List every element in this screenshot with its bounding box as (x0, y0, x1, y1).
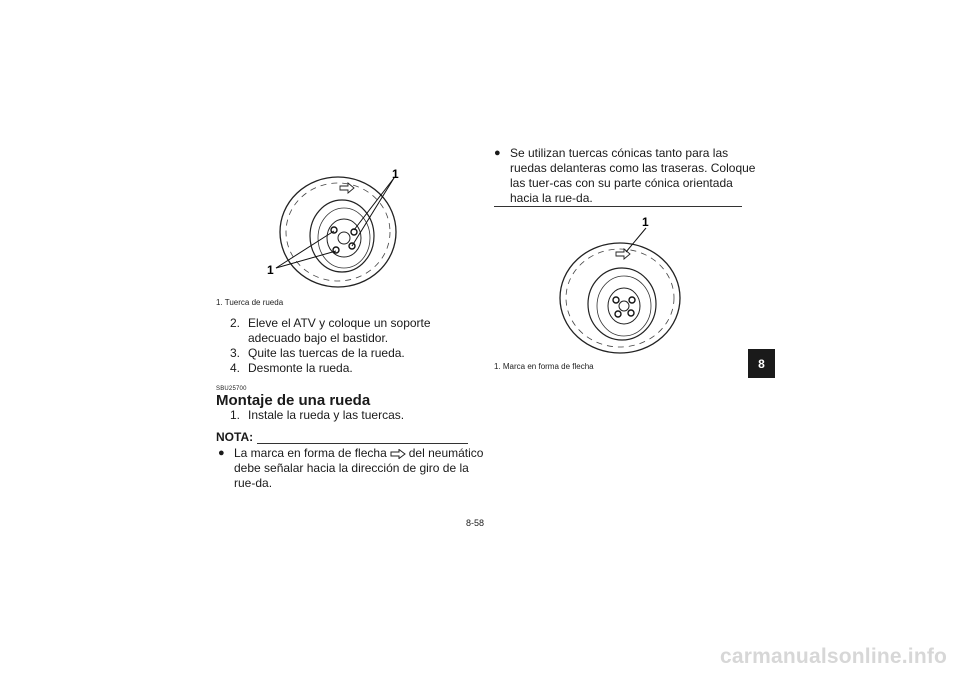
callout-1-top: 1 (392, 167, 399, 181)
section-code: SBU25700 (216, 386, 247, 392)
bullet-dot: ● (218, 447, 225, 459)
removal-steps (230, 316, 470, 376)
install-steps (230, 408, 470, 423)
callout-1-arrow: 1 (642, 215, 649, 229)
step-3: 3. Quite las tuercas de la rueda. (230, 346, 405, 360)
bullet-dot: ● (494, 147, 501, 159)
figure1-caption: 1. Tuerca de rueda (216, 298, 284, 307)
step-4: 4. Desmonte la rueda. (230, 361, 353, 375)
figure2-caption: 1. Marca en forma de flecha (494, 362, 594, 371)
step-2: 2. Eleve el ATV y coloque un soporte adecuado bajo el bastidor. (230, 316, 431, 345)
arrow-mark-icon (390, 449, 406, 459)
watermark: carmanualsonline.info (720, 645, 948, 668)
callout-1-bottom: 1 (267, 263, 274, 277)
page-number: 8-58 (466, 518, 485, 528)
wheel-arrow-figure (536, 212, 696, 358)
nota-heading: NOTA: (216, 430, 468, 444)
bullet-arrow-mark: ● La marca en forma de flecha del neumático debe señalar hacia la dirección de giro de la rue-da. (218, 446, 484, 490)
section-rule (494, 206, 742, 207)
chapter-tab: 8 (748, 349, 775, 378)
bullet-conical-nuts: ● Se utilizan tuercas cónicas tanto para las ruedas delanteras como las traseras. Coloque las tuer-cas con su parte cónica orientada hacia la rue-da. (494, 146, 756, 205)
wheel-nuts-figure (256, 160, 416, 292)
section-title: Montaje de una rueda (216, 392, 371, 409)
step-1: 1. Instale la rueda y las tuercas. (230, 408, 405, 422)
